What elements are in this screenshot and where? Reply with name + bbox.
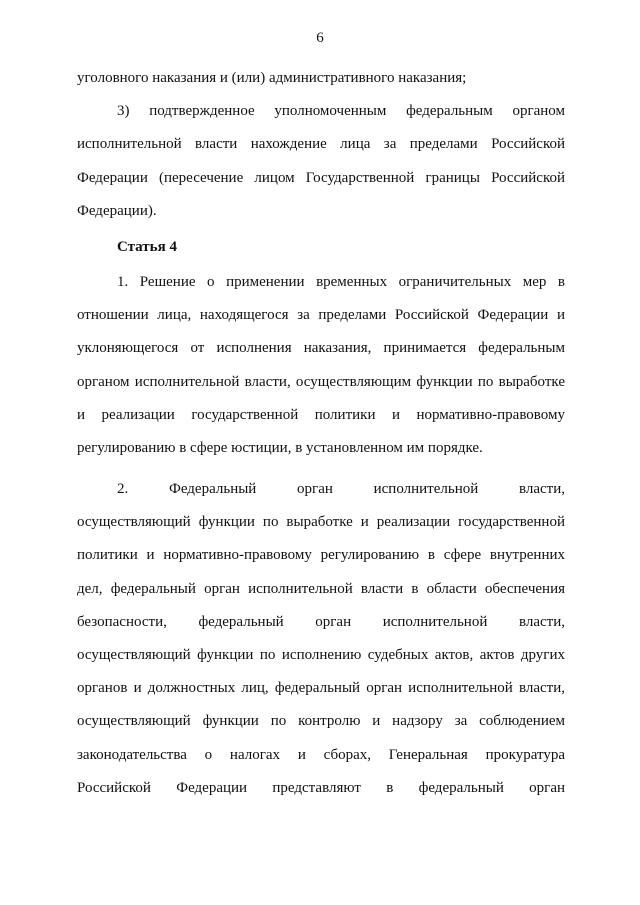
text-line: осуществляющий функции по исполнению судебных актов, актов других <box>77 646 565 663</box>
text-line: 3) подтвержденное уполномоченным федеральным органом <box>117 103 565 120</box>
text-line: безопасности, федеральный орган исполнительной власти, <box>77 613 565 630</box>
text-line: законодательства о налогах и сборах, Генеральная прокуратура <box>77 746 565 763</box>
text-line: отношении лица, находящегося за пределами Российской Федерации и <box>77 307 565 324</box>
text-line: органов и должностных лиц, федеральный орган исполнительной власти, <box>77 680 565 697</box>
continuation-block <box>77 71 565 219</box>
text-line: дел, федеральный орган исполнительной власти в области обеспечения <box>77 580 565 597</box>
text-line: исполнительной власти нахождение лица за пределами Российской <box>77 136 565 153</box>
text-line: политики и нормативно-правовому регулированию в сфере внутренних <box>77 547 565 564</box>
text-line: Российской Федерации представляют в федеральный орган <box>77 779 565 796</box>
paragraph-2 <box>77 482 565 796</box>
text-line: уклоняющегося от исполнения наказания, принимается федеральным <box>77 340 565 357</box>
article-heading: Статья 4 <box>117 239 177 255</box>
text-line: органом исполнительной власти, осуществляющим функции по выработке <box>77 373 565 390</box>
text-line: Федерации). <box>77 202 157 219</box>
text-line: осуществляющий функции по контролю и надзору за соблюдением <box>77 713 565 730</box>
text-line: уголовного наказания и (или) административного наказания; <box>77 70 467 86</box>
page-number: 6 <box>316 30 324 46</box>
article-heading-block <box>77 240 565 255</box>
text-line: регулированию в сфере юстиции, в установленном им порядке. <box>77 439 483 456</box>
text-line: 1. Решение о применении временных ограничительных мер в <box>117 274 565 290</box>
text-line: Федерации (пересечение лицом Государственной границы Российской <box>77 169 565 186</box>
text-line: осуществляющий функции по выработке и реализации государственной <box>77 514 565 531</box>
text-line: 2. Федеральный орган исполнительной власти, <box>117 481 565 497</box>
paragraph-1 <box>77 275 565 456</box>
text-line: и реализации государственной политики и нормативно-правовому <box>77 406 565 423</box>
